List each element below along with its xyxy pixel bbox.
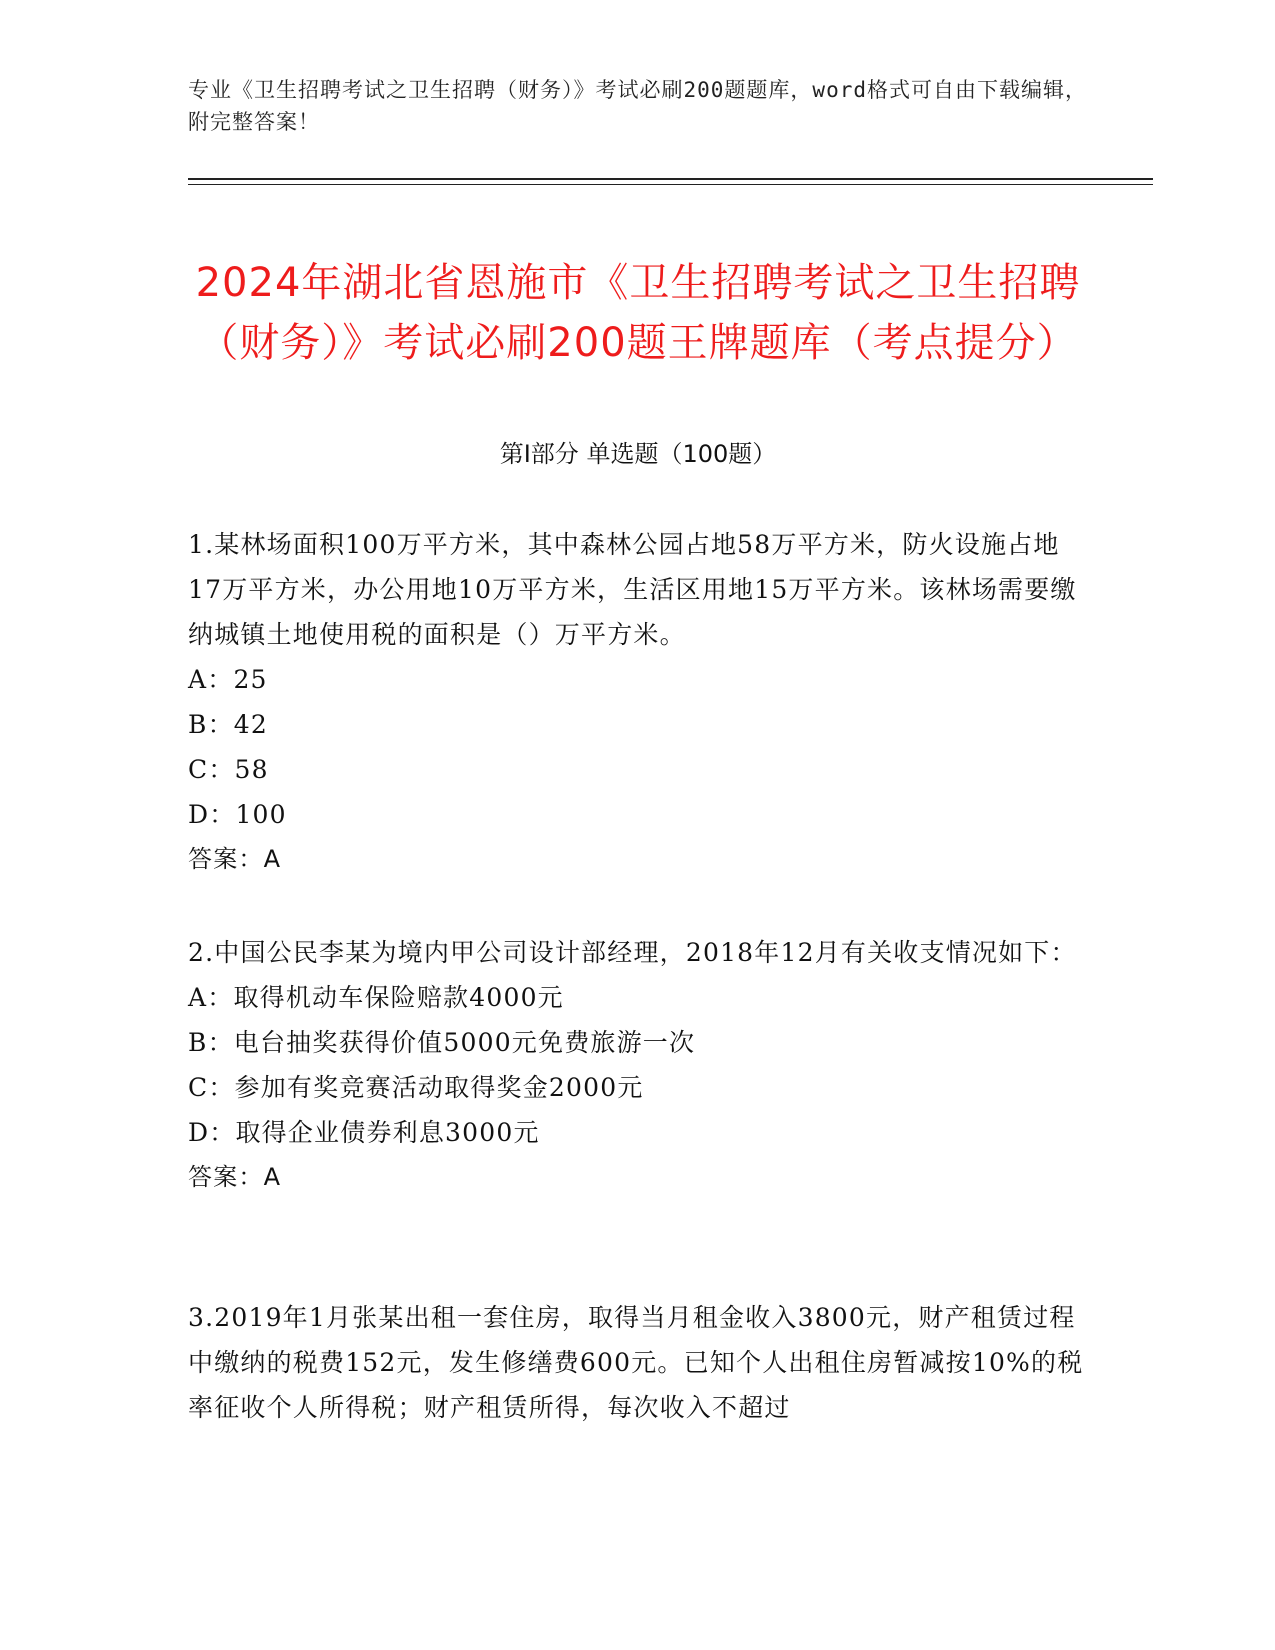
question-stem: 3.2019年1月张某出租一套住房，取得当月租金收入3800元，财产租赁过程中缴纳的税费152元，发生修缮费600元。已知个人出租住房暂减按10%的税率征收个人所得税；财产租赁所得，每次收入不超过 <box>188 1303 1084 1422</box>
header-divider-thick <box>188 178 1153 180</box>
option-c: C：参加有奖竞赛活动取得奖金2000元 <box>188 1073 644 1102</box>
option-b: B：42 <box>188 710 268 739</box>
question-stem: 2.中国公民李某为境内甲公司设计部经理，2018年12月有关收支情况如下： <box>188 938 1077 967</box>
document-title: 2024年湖北省恩施市《卫生招聘考试之卫生招聘（财务）》考试必刷200题王牌题库（考点提分） <box>195 259 1081 366</box>
option-a: A：25 <box>188 665 268 694</box>
option-d: D：取得企业债券利息3000元 <box>188 1118 540 1147</box>
answer: 答案：A <box>188 845 282 873</box>
option-c: C：58 <box>188 755 269 784</box>
option-b: B：电台抽奖获得价值5000元免费旅游一次 <box>188 1028 696 1057</box>
section-title: 第I部分 单选题（100题） <box>499 440 777 468</box>
option-a: A：取得机动车保险赔款4000元 <box>188 983 564 1012</box>
answer: 答案：A <box>188 1163 282 1191</box>
question-2 <box>188 930 1088 1200</box>
question-stem: 1.某林场面积100万平方米，其中森林公园占地58万平方米，防火设施占地17万平方米，办公用地10万平方米，生活区用地15万平方米。该林场需要缴纳城镇土地使用税的面积是（）万平方米。 <box>188 530 1077 649</box>
option-d: D：100 <box>188 800 287 829</box>
question-3 <box>188 1295 1088 1430</box>
question-1 <box>188 522 1088 882</box>
header-note: 专业《卫生招聘考试之卫生招聘（财务）》考试必刷200题题库，word格式可自由下载编辑，附完整答案！ <box>188 78 1087 134</box>
header-divider-thin <box>188 184 1153 185</box>
